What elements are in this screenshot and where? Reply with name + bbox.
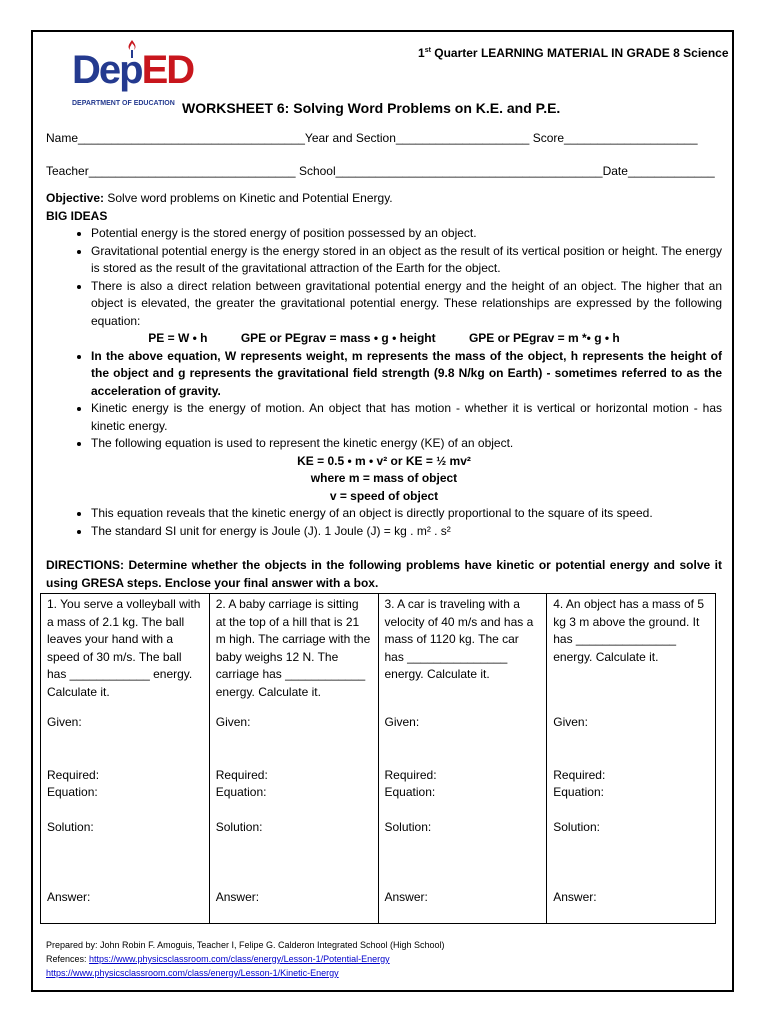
required-label: Required: (47, 768, 100, 782)
bullet-item: • This equation reveals that the kinetic energy of an object is directly proportional to the square of its speed. (91, 505, 722, 523)
objective: Objective: Solve word problems on Kinetic and Potential Energy. (46, 191, 393, 205)
bullet-item: • The following equation is used to represent the kinetic energy (KE) of an object. (91, 435, 722, 453)
problem-cell-2[interactable] (209, 594, 378, 924)
problem-text: 1. You serve a volleyball with a mass of 2.1 kg. The ball leaves your hand with a speed of 30 m/s. The ball has ____________ energy. Calculate it. (47, 597, 201, 699)
answer-label: Answer: (215, 890, 260, 904)
problems-table (40, 593, 716, 924)
ke-where-mass: where m = mass of object (310, 471, 458, 485)
ke-where-speed: v = speed of object (329, 488, 439, 503)
big-ideas-section (46, 190, 722, 540)
required-label: Required: (553, 768, 606, 782)
problem-text: 3. A car is traveling with a velocity of 40 m/s and has a mass of 1120 kg. The car has _______________ energy. Calculate it. (384, 597, 534, 681)
year-section-field[interactable]: Year and Section____________________ (304, 131, 530, 145)
solution-label: Solution: (553, 820, 600, 834)
problem-cell-3[interactable] (378, 594, 547, 924)
answer-label: Answer: (553, 890, 597, 904)
equation-label: Equation: (215, 785, 267, 799)
reference-link-potential[interactable]: https://www.physicsclassroom.com/class/energy/Lesson-1/Potential-Energy (89, 954, 390, 964)
school-field[interactable]: School________________________________________ (298, 164, 603, 178)
bullet-item: • There is also a direct relation between gravitational potential energy and the height of an object. The higher that an object is elevated, the greater the gravitational potential energy. These relationships are expressed by the following equation: (91, 278, 722, 331)
quarter-label: 1st Quarter LEARNING MATERIAL IN GRADE 8 Science (418, 46, 729, 60)
pe-equation: PE = W • h GPE or PEgrav = mass • g • height GPE or PEgrav = m *• g • h (148, 331, 620, 345)
problem-cell-1[interactable] (41, 594, 210, 924)
score-field[interactable]: Score____________________ (532, 131, 698, 145)
reference-link-kinetic[interactable]: https://www.physicsclassroom.com/class/energy/Lesson-1/Kinetic-Energy (46, 968, 339, 978)
references: Refences: https://www.physicsclassroom.com/class/energy/Lesson-1/Potential-Energy (46, 954, 390, 964)
form-row-1 (46, 131, 698, 145)
name-field[interactable]: Name__________________________________ (46, 131, 305, 145)
prepared-by: Prepared by: John Robin F. Amoguis, Teacher I, Felipe G. Calderon Integrated School (High School) (46, 940, 445, 950)
worksheet-title: WORKSHEET 6: Solving Word Problems on K.E. and P.E. (182, 100, 561, 116)
date-field[interactable]: Date_____________ (602, 164, 715, 178)
answer-label: Answer: (384, 890, 428, 904)
given-label: Given: (384, 715, 420, 729)
problem-text: 4. An object has a mass of 5 kg 3 m above the ground. It has _______________ energy. Calculate it. (553, 597, 705, 664)
answer-label: Answer: (47, 890, 91, 904)
solution-label: Solution: (47, 820, 94, 834)
form-row-2 (46, 164, 715, 178)
equation-label: Equation: (384, 785, 436, 799)
big-ideas-heading: BIG IDEAS (46, 208, 108, 223)
problem-text: 2. A baby carriage is sitting at the top of a hill that is 21 m high. The carriage with the baby weighs 12 N. The carriage has ____________ energy. Calculate it. (215, 597, 371, 699)
given-label: Given: (47, 715, 82, 729)
directions: DIRECTIONS: Determine whether the objects in the following problems have kinetic or potential energy and solve it using GRESA steps. Enclose your final answer with a box. (46, 558, 722, 590)
required-label: Required: (215, 768, 268, 782)
solution-label: Solution: (215, 820, 263, 834)
problem-cell-4[interactable] (547, 594, 716, 924)
bullet-item: • The standard SI unit for energy is Joule (J). 1 Joule (J) = kg . m² . s² (91, 523, 722, 541)
given-label: Given: (215, 715, 251, 729)
given-label: Given: (553, 715, 588, 729)
bullet-item: • Kinetic energy is the energy of motion. An object that has motion - whether it is vertical or horizontal motion - has kinetic energy. (91, 400, 722, 435)
bullet-item: • In the above equation, W represents weight, m represents the mass of the object, h represents the height of the object and g represents the gravitational field strength (9.8 N/kg on Earth) - sometimes referred to as the acceleration of gravity. (91, 348, 722, 401)
required-label: Required: (384, 768, 437, 782)
footer (46, 938, 445, 980)
deped-logo: DepED DEPARTMENT OF EDUCATION (72, 40, 202, 116)
bullet-item: • Gravitational potential energy is the energy stored in an object as the result of its vertical position or height. The energy is stored as the result of the gravitational attraction of the Earth for the object. (91, 243, 722, 278)
bullet-item: • Potential energy is the stored energy of position possessed by an object. (91, 225, 722, 243)
solution-label: Solution: (384, 820, 432, 834)
equation-label: Equation: (47, 785, 98, 799)
teacher-field[interactable]: Teacher_______________________________ (46, 164, 296, 178)
equation-label: Equation: (553, 785, 604, 799)
ke-equation: KE = 0.5 • m • v² or KE = ½ mv² (297, 453, 471, 468)
